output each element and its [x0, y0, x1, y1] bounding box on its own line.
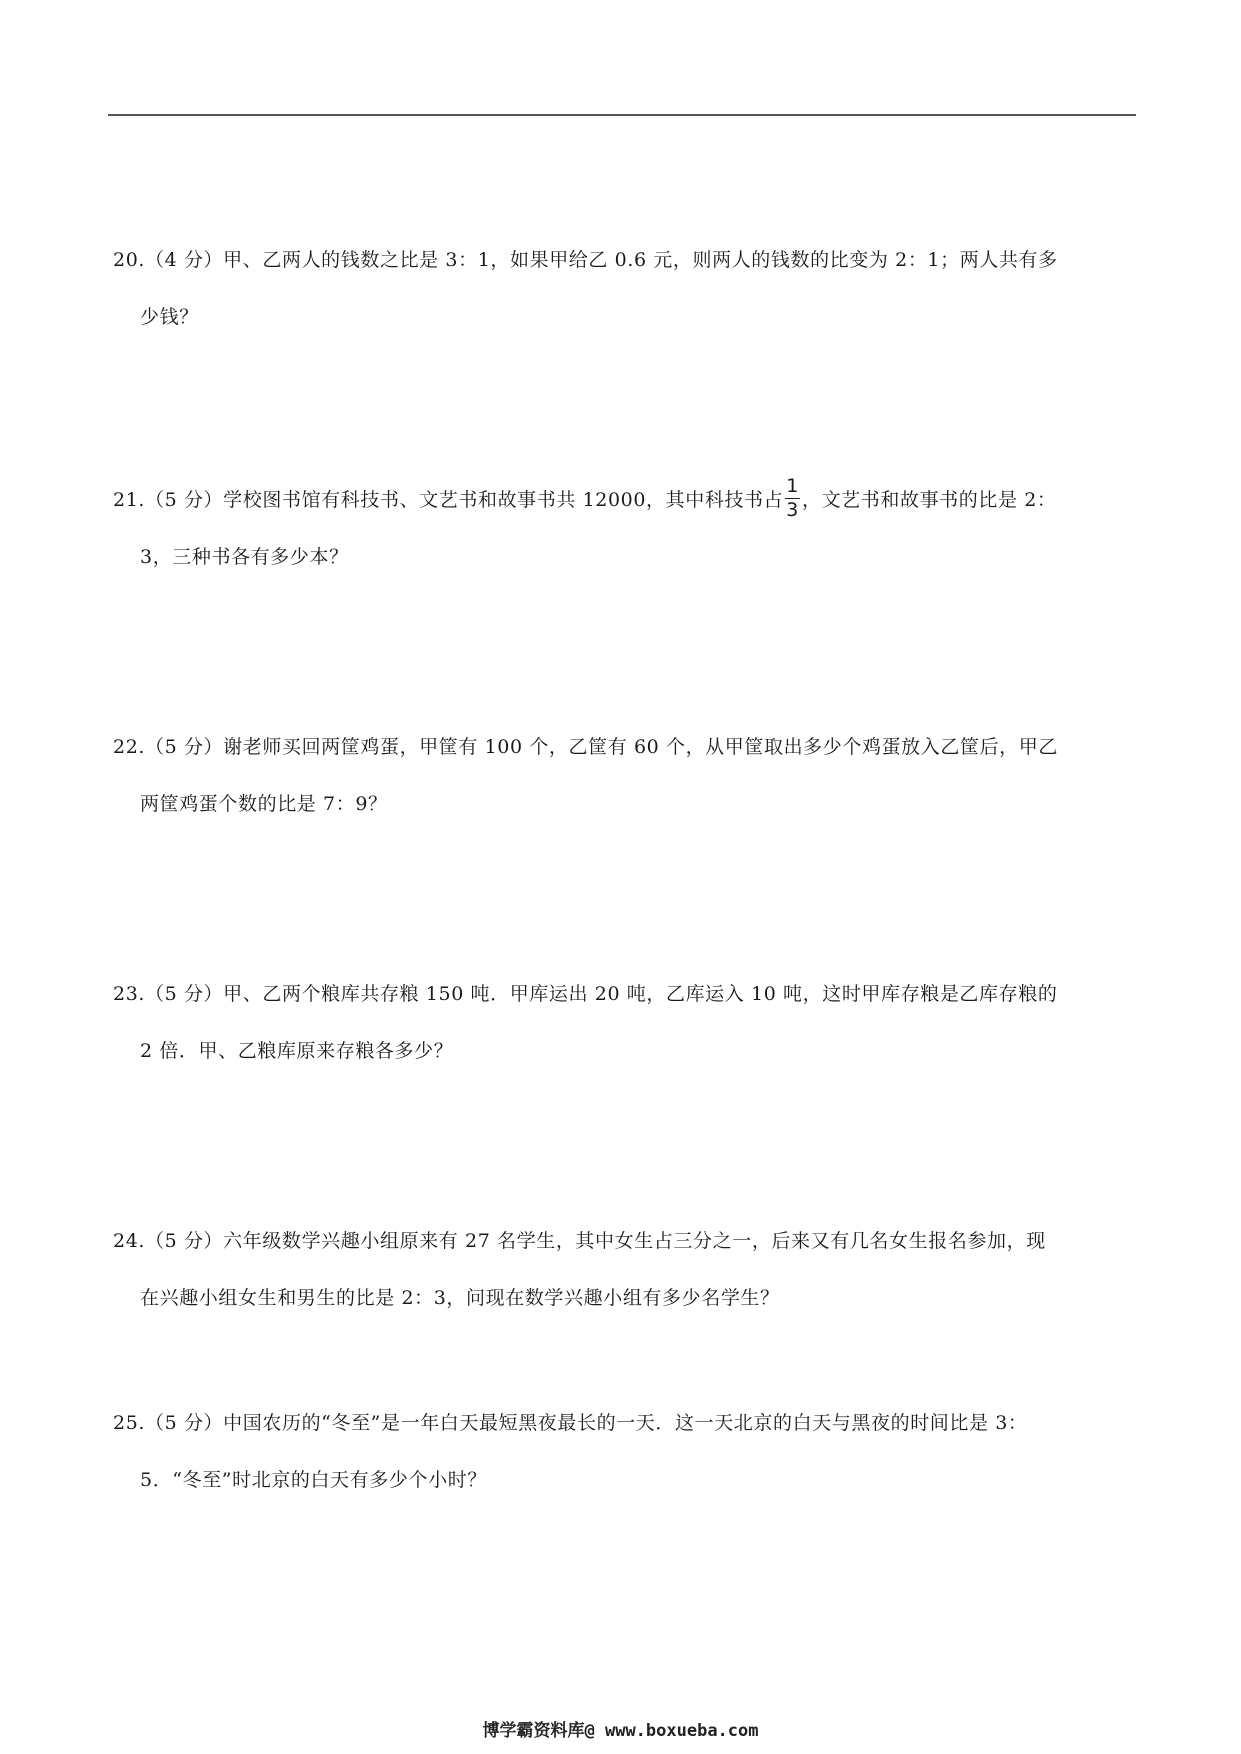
question-number: 21. [113, 489, 146, 511]
question-text: 中国农历的“冬至”是一年白天最短黑夜最长的一天．这一天北京的白天与黑夜的时间比是 3： [223, 1412, 1028, 1434]
question-line-1 [113, 232, 1135, 289]
question-line-2: 两筐鸡蛋个数的比是 7：9？ [140, 793, 388, 815]
question-text: 甲、乙两人的钱数之比是 3：1，如果甲给乙 0.6 元，则两人的钱数的比变为 2：1；两人共有多 [223, 249, 1058, 271]
question-number: 23. [113, 983, 146, 1005]
question-text: 甲、乙两个粮库共存粮 150 吨．甲库运出 20 吨，乙库运入 10 吨，这时甲库存粮是乙库存粮的 [223, 983, 1058, 1005]
question-21 [113, 472, 1135, 586]
question-points: （5 分） [145, 1412, 224, 1434]
question-text-continued: ，文艺书和故事书的比是 2： [801, 489, 1057, 511]
fraction-numerator: 1 [786, 474, 799, 497]
question-25 [113, 1395, 1135, 1509]
question-points: （5 分） [145, 736, 224, 758]
question-23 [113, 966, 1135, 1080]
fraction-one-third [785, 474, 800, 521]
fraction-denominator: 3 [786, 498, 799, 521]
question-20 [113, 232, 1135, 346]
question-text: 谢老师买回两筐鸡蛋，甲筐有 100 个，乙筐有 60 个，从甲筐取出多少个鸡蛋放入乙筐后，甲乙 [223, 736, 1058, 758]
question-line-2: 5．“冬至”时北京的白天有多少个小时？ [140, 1469, 487, 1491]
question-points: （4 分） [145, 249, 224, 271]
question-line-1 [113, 719, 1135, 776]
question-points: （5 分） [145, 489, 224, 511]
question-line-2: 少钱？ [140, 306, 199, 328]
header-rule [108, 114, 1136, 116]
question-points: （5 分） [145, 983, 224, 1005]
question-line-1 [113, 1395, 1135, 1452]
question-line-2: 2 倍．甲、乙粮库原来存粮各多少？ [140, 1040, 454, 1062]
question-number: 20. [113, 249, 146, 271]
question-line-2: 3，三种书各有多少本？ [140, 546, 349, 568]
question-text: 六年级数学兴趣小组原来有 27 名学生，其中女生占三分之一，后来又有几名女生报名参加，现 [223, 1230, 1046, 1252]
question-line-1 [113, 472, 1135, 529]
question-24 [113, 1213, 1135, 1327]
question-points: （5 分） [145, 1230, 224, 1252]
question-line-1 [113, 966, 1135, 1023]
question-line-2: 在兴趣小组女生和男生的比是 2：3，问现在数学兴趣小组有多少名学生？ [140, 1287, 780, 1309]
question-line-1 [113, 1213, 1135, 1270]
question-text: 学校图书馆有科技书、文艺书和故事书共 12000，其中科技书占 [223, 489, 784, 511]
question-number: 25. [113, 1412, 146, 1434]
footer-watermark: 博学霸资料库@ www.boxueba.com [482, 1721, 759, 1741]
question-22 [113, 719, 1135, 833]
question-number: 24. [113, 1230, 146, 1252]
question-number: 22. [113, 736, 146, 758]
